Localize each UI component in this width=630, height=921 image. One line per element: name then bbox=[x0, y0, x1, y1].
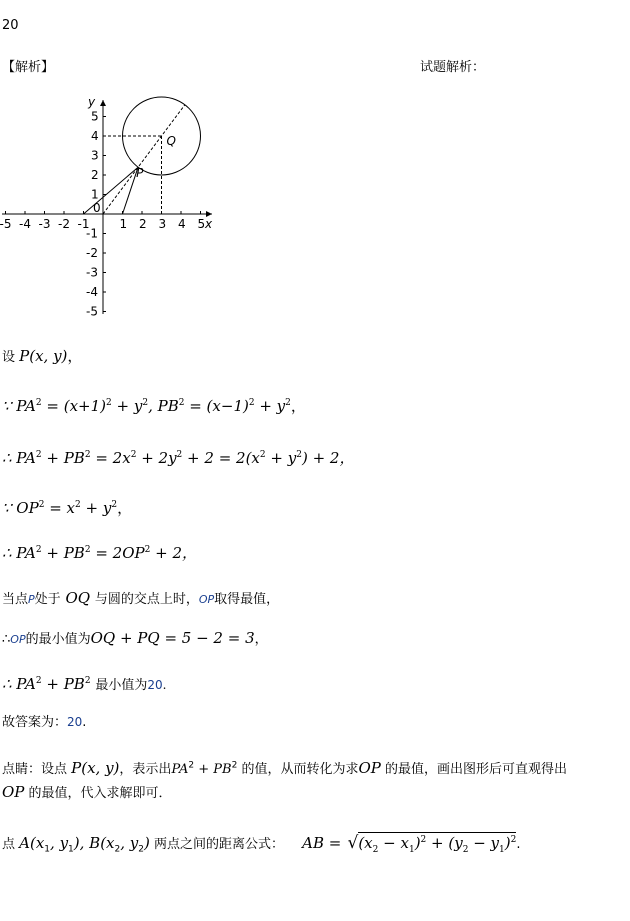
exp-2: 2 bbox=[176, 450, 183, 460]
y-tick-label: -4 bbox=[86, 285, 98, 299]
exp-2: 2 bbox=[296, 450, 302, 460]
paren: ) bbox=[504, 834, 511, 852]
x-axis-label: x bbox=[205, 217, 213, 231]
exp-2: 2 bbox=[510, 835, 517, 845]
expr-y: + y bbox=[80, 499, 112, 517]
text: 点睛：设点 bbox=[2, 762, 72, 777]
text: 两点之间的距离公式： bbox=[149, 837, 284, 852]
comma: ， bbox=[117, 499, 133, 517]
sub-1: 1 bbox=[44, 844, 51, 855]
line-set-p bbox=[2, 348, 82, 366]
dashed-line-oq bbox=[103, 105, 185, 214]
expr-2y: + 2y bbox=[136, 449, 177, 467]
expr-x: − x bbox=[378, 834, 409, 852]
expr-close: ) bbox=[144, 834, 150, 852]
exp-2: 2 bbox=[248, 398, 255, 408]
y-tick-label: 2 bbox=[91, 168, 99, 182]
exp-2: 2 bbox=[130, 450, 137, 460]
var-p-small: P bbox=[28, 593, 35, 606]
answer-value: 20 bbox=[147, 678, 163, 692]
expr-2op: = 2OP bbox=[90, 544, 145, 562]
exp-2: 2 bbox=[142, 398, 149, 408]
y-axis-arrow bbox=[100, 100, 106, 106]
line-op-square bbox=[2, 500, 132, 516]
expr-op: OP bbox=[2, 783, 25, 801]
expr-a: A(x bbox=[19, 834, 45, 852]
comma: ， bbox=[290, 397, 306, 415]
comma: ， bbox=[254, 632, 268, 647]
var-op-small: OP bbox=[10, 633, 26, 646]
exp-2: 2 bbox=[38, 500, 45, 510]
sub-1: 1 bbox=[68, 844, 74, 855]
exp-2: 2 bbox=[35, 676, 42, 686]
x-tick-label: -1 bbox=[77, 217, 90, 231]
exp-2: 2 bbox=[259, 450, 266, 460]
expr-pb: , PB bbox=[148, 397, 179, 415]
period: . bbox=[82, 715, 87, 730]
expr-x: (x bbox=[358, 834, 373, 852]
text: 取得最值， bbox=[214, 592, 280, 607]
expr-y: + (y bbox=[426, 834, 463, 852]
sub-2: 2 bbox=[114, 844, 121, 855]
exp-2: 2 bbox=[188, 760, 195, 771]
answer-value: 20 bbox=[67, 715, 83, 729]
expr-pa: ∵ PA bbox=[2, 397, 36, 415]
expr-oq: OQ bbox=[60, 589, 95, 607]
sub-1: 1 bbox=[408, 845, 415, 855]
expr-min-value: OQ + PQ = 5 − 2 = 3 bbox=[90, 629, 255, 647]
x-tick-label: 1 bbox=[119, 217, 128, 231]
line-distance-formula bbox=[2, 832, 521, 853]
expr-y: , y bbox=[50, 834, 69, 852]
expr-pxy: P(x, y) bbox=[71, 759, 120, 777]
sub-2: 2 bbox=[372, 845, 379, 855]
analysis-label: 试题解析： bbox=[420, 60, 486, 75]
exp-2: 2 bbox=[75, 500, 81, 510]
text: 的最值，画出图形后可直观得出 bbox=[380, 762, 567, 777]
expr-pb: + PB bbox=[41, 449, 85, 467]
exp-2: 2 bbox=[111, 500, 118, 510]
expr-pa: ∴ PA bbox=[2, 675, 36, 693]
sub-2: 2 bbox=[462, 845, 469, 855]
expr-2x: = 2x bbox=[90, 449, 131, 467]
y-tick-label: -5 bbox=[86, 304, 98, 319]
y-tick-label: -3 bbox=[86, 265, 98, 280]
therefore-symbol: ∴ bbox=[2, 632, 11, 647]
expr-x-minus-1: = (x−1) bbox=[184, 397, 249, 415]
text: 的值，从而转化为求 bbox=[237, 762, 359, 777]
paren: ) bbox=[414, 834, 421, 852]
y-axis-label: y bbox=[88, 95, 96, 109]
period: . bbox=[516, 837, 521, 852]
exp-2: 2 bbox=[35, 545, 42, 555]
x-tick-label: -5 bbox=[0, 217, 12, 231]
text: ，表示出 bbox=[119, 762, 172, 777]
y-tick-label: 5 bbox=[91, 109, 99, 124]
sub-2: 2 bbox=[138, 844, 144, 855]
text-answer: 故答案为： bbox=[2, 715, 68, 730]
expr-y: + y bbox=[265, 449, 297, 467]
text-min: 最小值为 bbox=[95, 678, 148, 693]
line-extremum-condition bbox=[2, 590, 279, 608]
text-set: 设 bbox=[2, 350, 20, 365]
exp-2: 2 bbox=[285, 398, 291, 408]
expr-op: ∵ OP bbox=[2, 499, 39, 517]
point-p-label: P bbox=[136, 166, 144, 181]
exp-2: 2 bbox=[420, 835, 427, 845]
y-tick-label: 1 bbox=[91, 187, 99, 202]
text: 处于 bbox=[34, 592, 61, 607]
line-pa-pb-squares bbox=[2, 398, 306, 414]
expr-y: − y bbox=[468, 834, 500, 852]
expr-pa: PA bbox=[171, 762, 189, 777]
x-tick-label: -4 bbox=[19, 217, 31, 231]
text: 当点 bbox=[2, 592, 29, 607]
exp-2: 2 bbox=[106, 398, 112, 408]
x-tick-label: -3 bbox=[38, 217, 51, 231]
sub-1: 1 bbox=[499, 845, 505, 855]
x-tick-label: 4 bbox=[178, 217, 186, 231]
sqrt-content bbox=[358, 832, 517, 855]
expr-ab: AB = bbox=[302, 834, 342, 852]
expr-x-plus-1: = (x+1) bbox=[41, 397, 106, 415]
expr-pa: ∴ PA bbox=[2, 544, 36, 562]
comma: ， bbox=[67, 347, 83, 365]
coordinate-figure bbox=[0, 92, 230, 327]
expr-op: OP bbox=[358, 759, 381, 777]
line-min-sum bbox=[2, 676, 166, 694]
period: . bbox=[162, 678, 167, 692]
text: 与圆的交点上时， bbox=[94, 592, 199, 607]
expr-pb: + PB bbox=[41, 544, 85, 562]
point-q-label: Q bbox=[166, 134, 176, 148]
expr-pa: ∴ PA bbox=[2, 449, 36, 467]
y-tick-label: 4 bbox=[91, 129, 99, 143]
line-answer bbox=[2, 714, 86, 731]
exp-2: 2 bbox=[35, 398, 42, 408]
y-tick-label: 3 bbox=[91, 148, 99, 163]
exp-2: 2 bbox=[231, 760, 238, 771]
page-number: 20 bbox=[2, 18, 19, 33]
text: 的最小值为 bbox=[25, 632, 91, 647]
line-comment-cont bbox=[2, 784, 172, 802]
sqrt-symbol: √ bbox=[347, 833, 359, 853]
var-op-small: OP bbox=[198, 593, 215, 606]
y-tick-label: -2 bbox=[86, 246, 98, 260]
line-comment bbox=[2, 760, 567, 778]
expr-y: + y bbox=[111, 397, 143, 415]
line-sum-expansion bbox=[2, 450, 354, 466]
exp-2: 2 bbox=[84, 545, 91, 555]
expr-y: + y bbox=[254, 397, 286, 415]
expr-y: , y bbox=[120, 834, 139, 852]
exp-2: 2 bbox=[84, 450, 91, 460]
expr-b: ), B(x bbox=[73, 834, 115, 852]
exp-2: 2 bbox=[178, 398, 185, 408]
expr-tail: ) + 2， bbox=[301, 449, 355, 467]
x-tick-label: 2 bbox=[139, 217, 147, 231]
line-sum-op bbox=[2, 545, 197, 561]
expr-pb: + PB bbox=[194, 762, 232, 777]
origin-label: 0 bbox=[93, 201, 101, 215]
y-tick-label: -1 bbox=[86, 226, 98, 241]
x-tick-label: -2 bbox=[58, 217, 70, 231]
expr-factor: + 2 = 2(x bbox=[182, 449, 260, 467]
line-min-op bbox=[2, 630, 268, 648]
text: 的最值，代入求解即可． bbox=[24, 786, 172, 801]
var-p: P bbox=[19, 347, 30, 365]
expr-x: = x bbox=[44, 499, 76, 517]
exp-2: 2 bbox=[35, 450, 42, 460]
exp-2: 2 bbox=[84, 676, 91, 686]
section-label: 【解析】 bbox=[2, 60, 55, 75]
expr-plus-2: + 2， bbox=[150, 544, 198, 562]
text: 点 bbox=[2, 837, 20, 852]
x-tick-label: 5 bbox=[197, 217, 206, 231]
coords-xy: (x, y) bbox=[29, 347, 68, 365]
exp-2: 2 bbox=[144, 545, 151, 555]
x-tick-label: 3 bbox=[158, 217, 167, 231]
expr-pb: + PB bbox=[41, 675, 85, 693]
